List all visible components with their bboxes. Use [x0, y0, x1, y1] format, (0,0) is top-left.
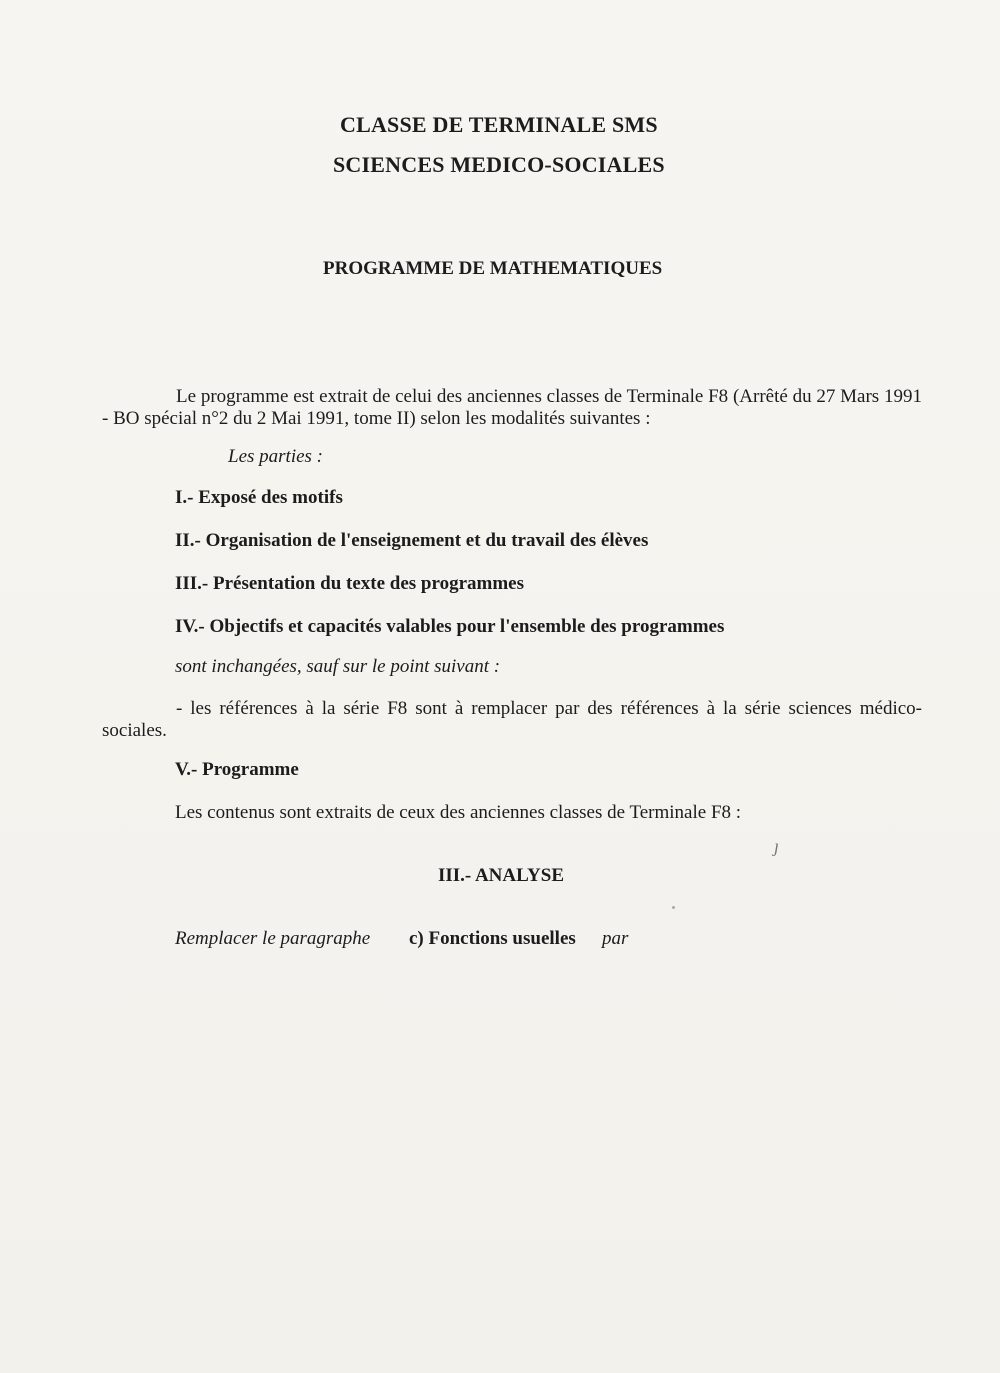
pencil-mark: ȷ	[774, 836, 780, 856]
part-item-4: IV.- Objectifs et capacités valables pour l'ensemble des programmes	[175, 616, 725, 637]
section-analysis-heading: III.- ANALYSE	[438, 865, 565, 886]
contents-note: Les contenus sont extraits de ceux des anciennes classes de Terminale F8 :	[175, 802, 742, 823]
document-subtitle: PROGRAMME DE MATHEMATIQUES	[323, 258, 663, 279]
paper-speck	[672, 906, 675, 909]
replace-line-suffix: par	[602, 928, 629, 949]
replace-line-item: c) Fonctions usuelles	[409, 928, 576, 949]
part-item-3: III.- Présentation du texte des programmes	[175, 573, 524, 594]
part-item-2: II.- Organisation de l'enseignement et du travail des élèves	[175, 530, 649, 551]
replacement-note: - les références à la série F8 sont à remplacer par des références à la série sciences médico-sociales.	[102, 698, 922, 741]
title-line-1: CLASSE DE TERMINALE SMS	[340, 112, 658, 137]
replace-line-prefix: Remplacer le paragraphe	[175, 928, 371, 949]
part-item-1: I.- Exposé des motifs	[175, 487, 343, 508]
section-v-heading: V.- Programme	[175, 759, 299, 780]
intro-paragraph: Le programme est extrait de celui des anciennes classes de Terminale F8 (Arrêté du 27 Mars 1991 - BO spécial n°2 du 2 Mai 1991, tome II) selon les modalités suivantes :	[102, 386, 922, 429]
title-line-2: SCIENCES MEDICO-SOCIALES	[333, 152, 665, 177]
parts-label: Les parties :	[228, 446, 323, 467]
unchanged-note: sont inchangées, sauf sur le point suivant :	[175, 656, 501, 677]
